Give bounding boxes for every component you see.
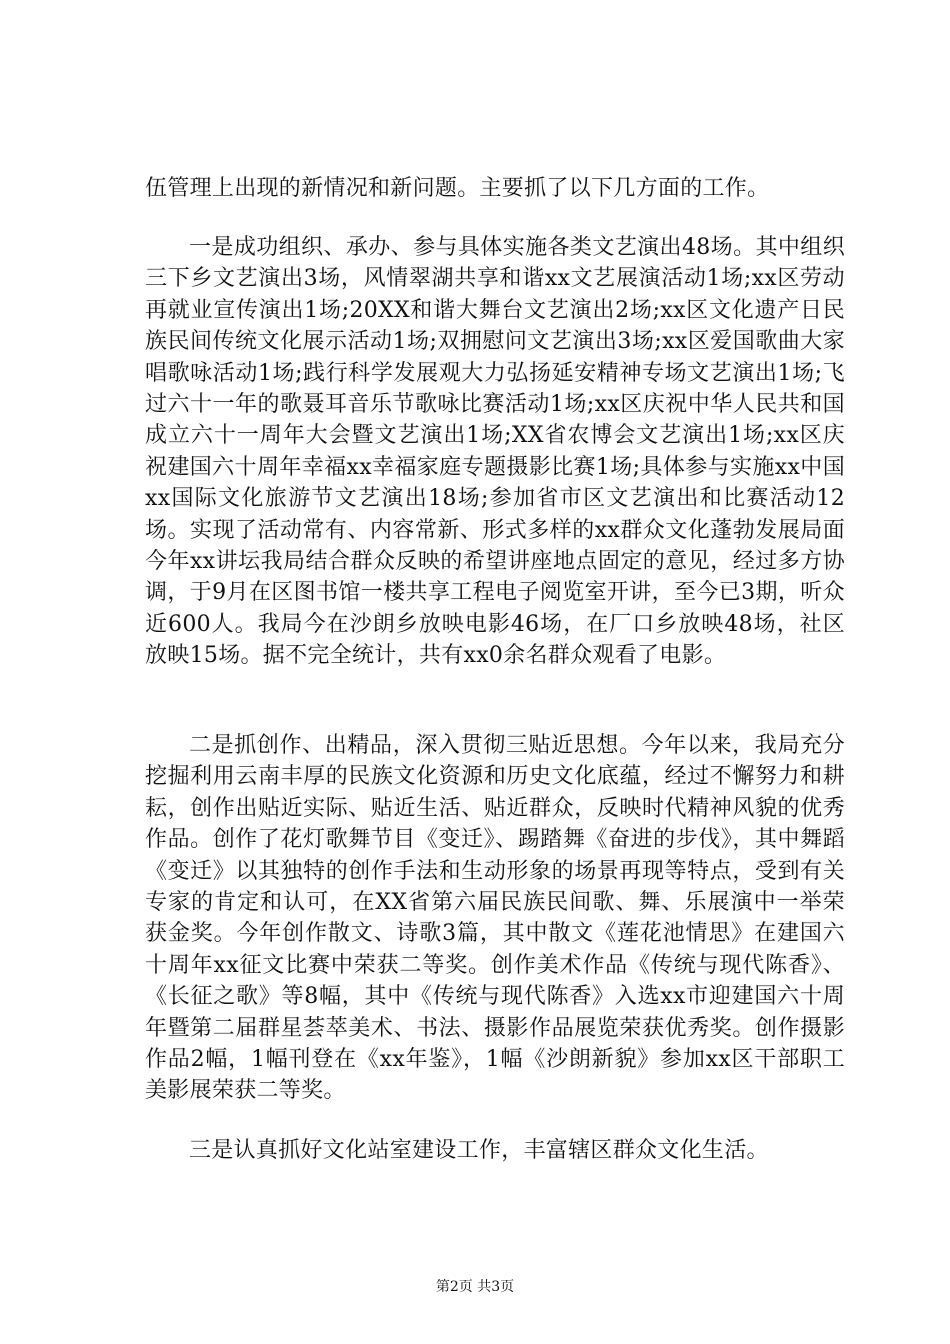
paragraph-creations: 二是抓创作、出精品，深入贯彻三贴近思想。今年以来，我局充分挖掘利用云南丰厚的民族文化资源和历史文化底蕴，经过不懈努力和耕耘，创作出贴近实际、贴近生活、贴近群众，反映时代精神风貌的优秀作品。创作了花灯歌舞节目《变迁》、踢踏舞《奋进的步伐》，其中舞蹈《变迁》以其独特的创作手法和生动形象的场景再现等特点，受到有关专家的肯定和认可，在XX省第六届民族民间歌、舞、乐展演中一举荣获金奖。今年创作散文、诗歌3篇，其中散文《莲花池情思》在建国六十周年xx征文比赛中荣获二等奖。创作美术作品《传统与现代陈香》、《长征之歌》等8幅，其中《传统与现代陈香》入选xx市迎建国六十周年暨第二届群星荟萃美术、书法、摄影作品展览荣获优秀奖。创作摄影作品2幅，1幅刊登在《xx年鉴》，1幅《沙朗新貌》参加xx区干部职工美影展荣获二等奖。: [145, 733, 845, 1104]
paragraph-culture-stations: 三是认真抓好文化站室建设工作，丰富辖区群众文化生活。: [189, 1138, 769, 1163]
page-number-footer: 第2页 共3页: [435, 1279, 515, 1295]
paragraph-continuation: 伍管理上出现的新情况和新问题。主要抓了以下几方面的工作。: [145, 176, 770, 201]
paragraph-performances: 一是成功组织、承办、参与具体实施各类文艺演出48场。其中组织三下乡文艺演出3场，风情翠湖共享和谐xx文艺展演活动1场;xx区劳动再就业宣传演出1场;20XX和谐大舞台文艺演出2场;xx区文化遗产日民族民间传统文化展示活动1场;双拥慰问文艺演出3场;xx区爱国歌曲大家唱歌咏活动1场;践行科学发展观大力弘扬延安精神专场文艺演出1场;飞过六十一年的歌聂耳音乐节歌咏比赛活动1场;xx区庆祝中华人民共和国成立六十一周年大会暨文艺演出1场;XX省农博会文艺演出1场;xx区庆祝建国六十周年幸福xx幸福家庭专题摄影比赛1场;具体参与实施xx中国xx国际文化旅游节文艺演出18场;参加省市区文艺演出和比赛活动12场。实现了活动常有、内容常新、形式多样的xx群众文化蓬勃发展局面今年xx讲坛我局结合群众反映的希望讲座地点固定的意见，经过多方协调，于9月在区图书馆一楼共享工程电子阅览室开讲，至今已3期，听众近600人。我局今在沙朗乡放映电影46场，在厂口乡放映48场，社区放映15场。据不完全统计，共有xx0余名群众观看了电影。: [145, 235, 845, 669]
